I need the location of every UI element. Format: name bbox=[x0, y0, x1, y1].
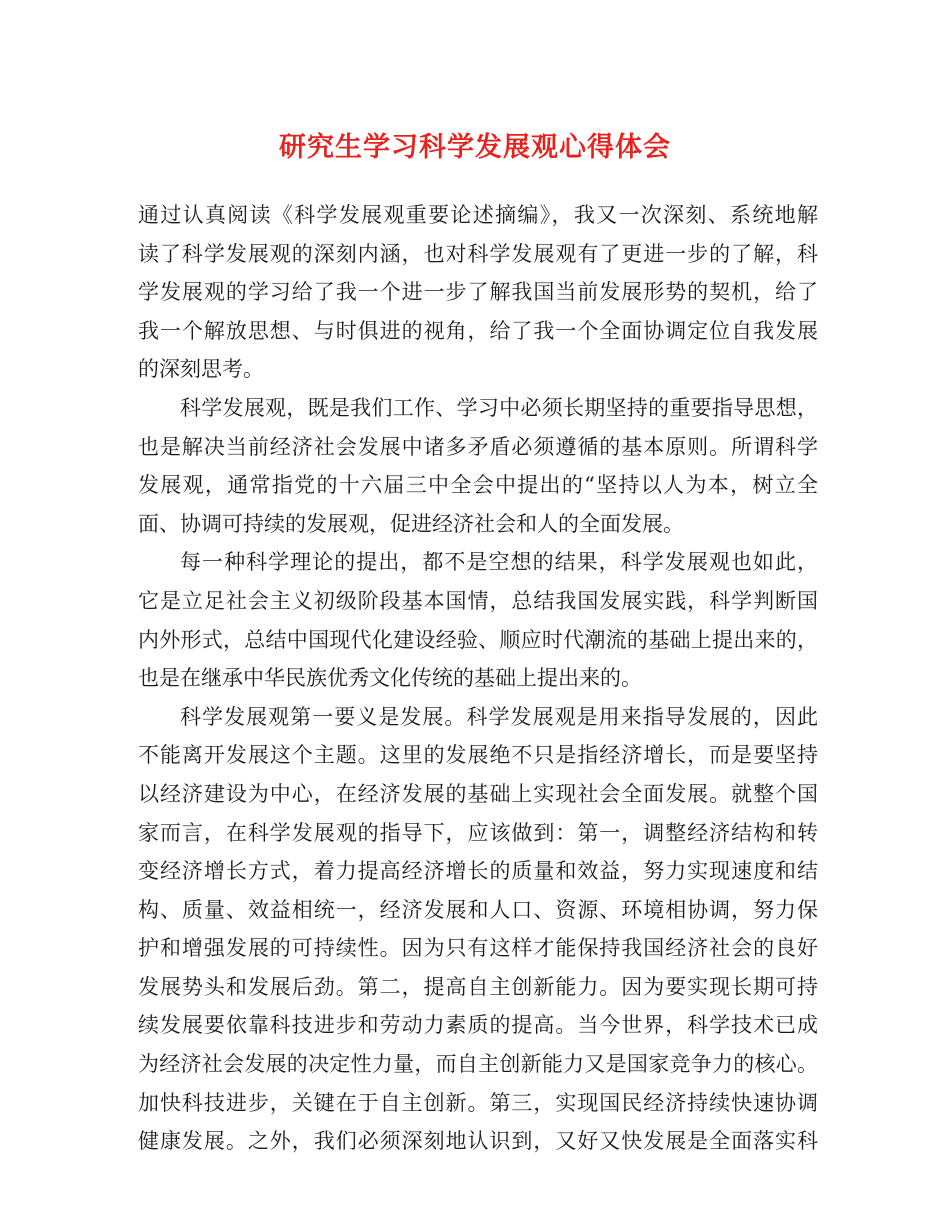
paragraph-1-line: 我一个解放思想、与时俱进的视角，给了我一个全面协调定位自我发展 bbox=[138, 318, 818, 343]
paragraph-4-line: 续发展要依靠科技进步和劳动力素质的提高。当今世界，科学技术已成 bbox=[138, 1013, 818, 1038]
paragraph-4-line: 护和增强发展的可持续性。因为只有这样才能保持我国经济社会的良好 bbox=[138, 936, 818, 961]
paragraph-4-line: 构、质量、效益相统一，经济发展和人口、资源、环境相协调，努力保 bbox=[138, 897, 818, 922]
paragraph-4-line: 家而言，在科学发展观的指导下，应该做到：第一，调整经济结构和转 bbox=[138, 820, 818, 845]
paragraph-1-line: 的深刻思考。 bbox=[138, 357, 264, 382]
paragraph-3-line: 也是在继承中华民族优秀文化传统的基础上提出来的。 bbox=[138, 666, 642, 691]
paragraph-1-line: 学发展观的学习给了我一个进一步了解我国当前发展形势的契机，给了 bbox=[138, 280, 818, 305]
paragraph-4-line: 不能离开发展这个主题。这里的发展绝不只是指经济增长，而是要坚持 bbox=[138, 743, 818, 768]
paragraph-2-line: 科学发展观，既是我们工作、学习中必须长期坚持的重要指导思想， bbox=[180, 395, 818, 420]
paragraph-3-line: 它是立足社会主义初级阶段基本国情，总结我国发展实践，科学判断国 bbox=[138, 588, 818, 613]
paragraph-1-line: 通过认真阅读《科学发展观重要论述摘编》，我又一次深刻、系统地解 bbox=[138, 203, 818, 227]
paragraph-4-line: 加快科技进步，关键在于自主创新。第三，实现国民经济持续快速协调 bbox=[138, 1090, 818, 1115]
document-title: 研究生学习科学发展观心得体会 bbox=[279, 132, 671, 163]
paragraph-4-line: 科学发展观第一要义是发展。科学发展观是用来指导发展的，因此 bbox=[180, 704, 818, 729]
paragraph-4-line: 以经济建设为中心，在经济发展的基础上实现社会全面发展。就整个国 bbox=[138, 781, 818, 806]
paragraph-4-line: 为经济社会发展的决定性力量，而自主创新能力又是国家竞争力的核心。 bbox=[138, 1052, 818, 1077]
paragraph-4-line: 变经济增长方式，着力提高经济增长的质量和效益，努力实现速度和结 bbox=[138, 859, 818, 884]
paragraph-3-line: 内外形式，总结中国现代化建设经验、顺应时代潮流的基础上提出来的， bbox=[138, 627, 818, 652]
paragraph-1-line: 读了科学发展观的深刻内涵，也对科学发展观有了更进一步的了解，科 bbox=[138, 241, 818, 266]
paragraph-2-line: 面、协调可持续的发展观，促进经济社会和人的全面发展。 bbox=[138, 511, 684, 536]
paragraph-4-line: 健康发展。之外，我们必须深刻地认识到，又好又快发展是全面落实科 bbox=[138, 1129, 818, 1154]
document-body bbox=[138, 196, 818, 1161]
paragraph-2-line: 发展观，通常指党的十六届三中全会中提出的“坚持以人为本，树立全 bbox=[138, 473, 818, 498]
paragraph-4-line: 发展势头和发展后劲。第二，提高自主创新能力。因为要实现长期可持 bbox=[138, 974, 818, 999]
paragraph-2-line: 也是解决当前经济社会发展中诸多矛盾必须遵循的基本原则。所谓科学 bbox=[138, 434, 818, 459]
paragraph-3-line: 每一种科学理论的提出，都不是空想的结果，科学发展观也如此， bbox=[180, 550, 818, 575]
